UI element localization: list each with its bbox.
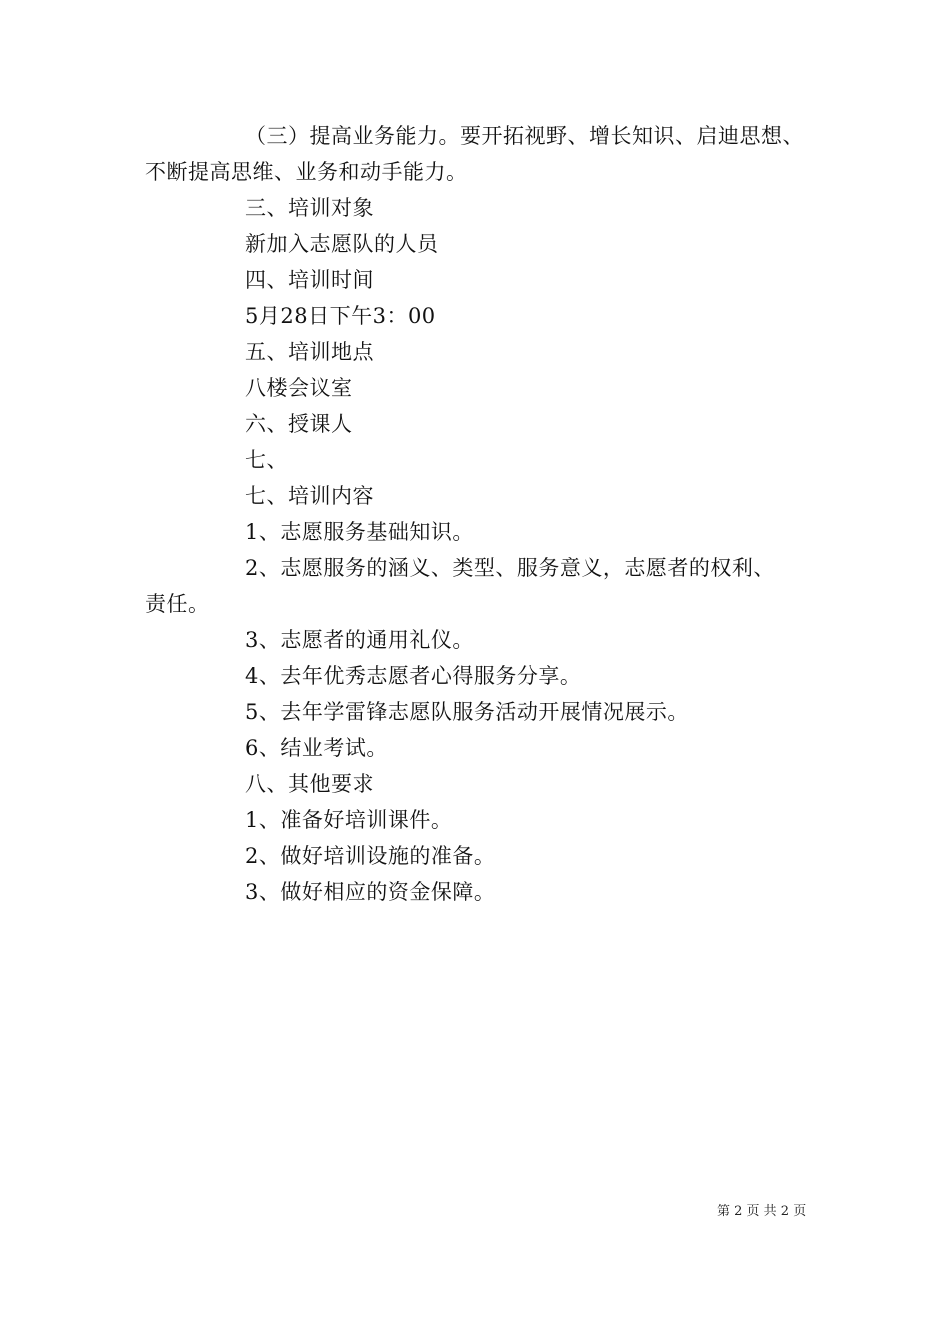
list-item: 3、志愿者的通用礼仪。 bbox=[245, 628, 474, 652]
list-item: 2、做好培训设施的准备。 bbox=[245, 844, 496, 868]
list-item: 1、准备好培训课件。 bbox=[245, 808, 453, 832]
page-number-footer: 第 2 页 共 2 页 bbox=[717, 1204, 807, 1219]
list-item-continuation: 责任。 bbox=[145, 592, 210, 616]
list-item: 4、去年优秀志愿者心得服务分享。 bbox=[245, 664, 582, 688]
list-item: 1、志愿服务基础知识。 bbox=[245, 520, 474, 544]
paragraph-line: 八楼会议室 bbox=[245, 376, 353, 400]
paragraph-line: 新加入志愿队的人员 bbox=[245, 232, 439, 256]
list-item: 5、去年学雷锋志愿队服务活动开展情况展示。 bbox=[245, 700, 689, 724]
paragraph-line: 5月28日下午3：00 bbox=[245, 304, 436, 328]
section-heading: 五、培训地点 bbox=[245, 340, 374, 364]
paragraph-line: （三）提高业务能力。要开拓视野、增长知识、启迪思想、 bbox=[245, 124, 804, 148]
section-heading: 七、培训内容 bbox=[245, 484, 374, 508]
list-item: 6、结业考试。 bbox=[245, 736, 388, 760]
list-item: 2、志愿服务的涵义、类型、服务意义，志愿者的权利、 bbox=[245, 556, 775, 580]
paragraph-line: 不断提高思维、业务和动手能力。 bbox=[145, 160, 468, 184]
list-item: 3、做好相应的资金保障。 bbox=[245, 880, 496, 904]
section-heading: 四、培训时间 bbox=[245, 268, 374, 292]
section-heading: 六、授课人 bbox=[245, 412, 353, 436]
document-body bbox=[145, 118, 825, 910]
section-heading: 八、其他要求 bbox=[245, 772, 374, 796]
section-heading: 七、 bbox=[245, 448, 288, 472]
section-heading: 三、培训对象 bbox=[245, 196, 374, 220]
